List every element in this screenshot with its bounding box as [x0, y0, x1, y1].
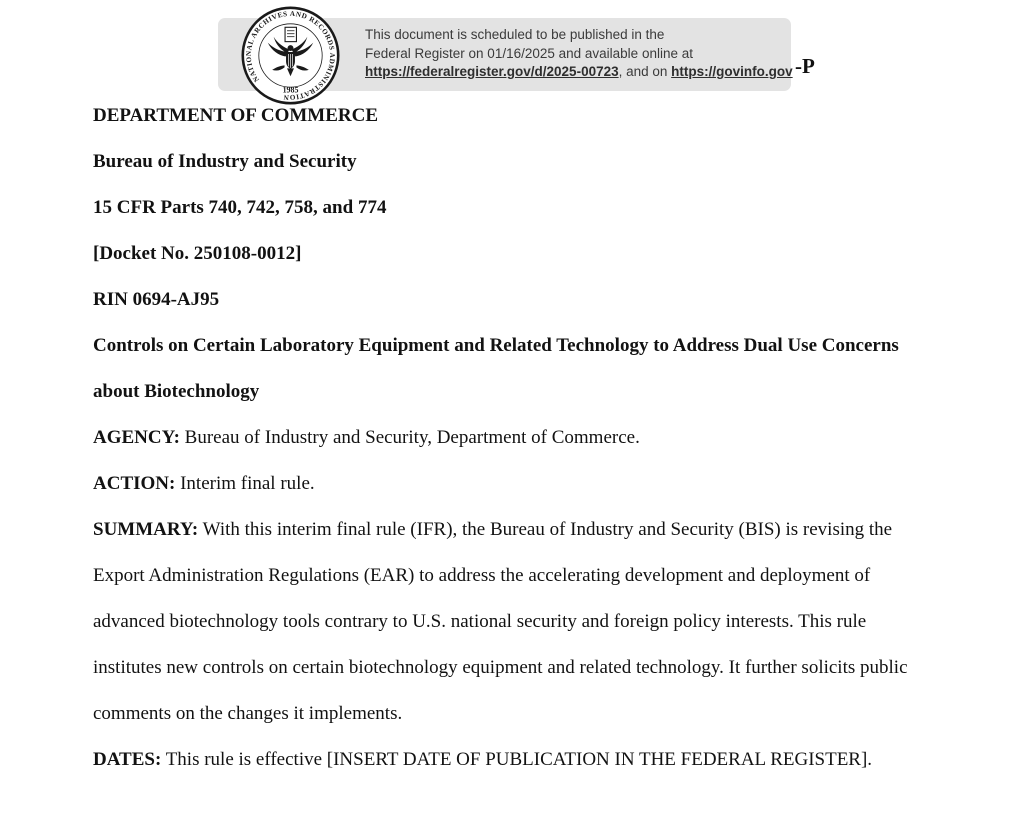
govinfo-link[interactable]: https://govinfo.gov [671, 64, 793, 79]
seal-year: 1985 [282, 85, 299, 95]
billing-code-suffix: -P [795, 54, 815, 78]
dates-paragraph [93, 737, 925, 783]
agency-text: Bureau of Industry and Security, Department of Commerce. [179, 427, 640, 448]
heading-rule-title: Controls on Certain Laboratory Equipment and Related Technology to Address Dual Use Concerns about Biotechnology [93, 335, 899, 402]
dates-text: This rule is effective [INSERT DATE OF PUBLICATION IN THE FEDERAL REGISTER]. [161, 749, 873, 770]
agency-paragraph [93, 415, 925, 461]
action-label: ACTION: [93, 473, 176, 494]
seal-tablet [285, 27, 296, 41]
banner-link-separator: , and on [618, 64, 672, 79]
banner-line-1: This document is scheduled to be published in the [365, 27, 665, 42]
summary-text: With this interim final rule (IFR), the Bureau of Industry and Security (BIS) is revising the Export Administration Regulations (EAR) to address the accelerating development and deployment of advanced biotechnology tools contrary to U.S. national security and foreign policy interests. This rule institutes new controls on certain biotechnology equipment and related technology. It further solicits public comments on the changes it implements. [93, 519, 908, 724]
nara-seal-icon [241, 6, 340, 105]
heading-cfr-parts: 15 CFR Parts 740, 742, 758, and 774 [93, 197, 387, 218]
summary-label: SUMMARY: [93, 519, 199, 540]
seal-ring-text: NATIONAL ARCHIVES AND RECORDS ADMINISTRATION [244, 9, 337, 102]
prepub-banner-text [365, 26, 793, 82]
action-paragraph [93, 461, 925, 507]
action-text: Interim final rule. [175, 473, 315, 494]
summary-paragraph [93, 507, 925, 737]
banner-line-2: Federal Register on 01/16/2025 and available online at [365, 45, 693, 61]
heading-rin: RIN 0694-AJ95 [93, 289, 220, 310]
dates-label: DATES: [93, 749, 162, 770]
federalregister-link[interactable]: https://federalregister.gov/d/2025-00723 [365, 64, 619, 79]
agency-label: AGENCY: [93, 427, 180, 448]
heading-department: DEPARTMENT OF COMMERCE [93, 105, 379, 126]
heading-bureau: Bureau of Industry and Security [93, 151, 357, 172]
heading-docket-number: [Docket No. 250108-0012] [93, 243, 302, 264]
document-body [93, 93, 925, 783]
